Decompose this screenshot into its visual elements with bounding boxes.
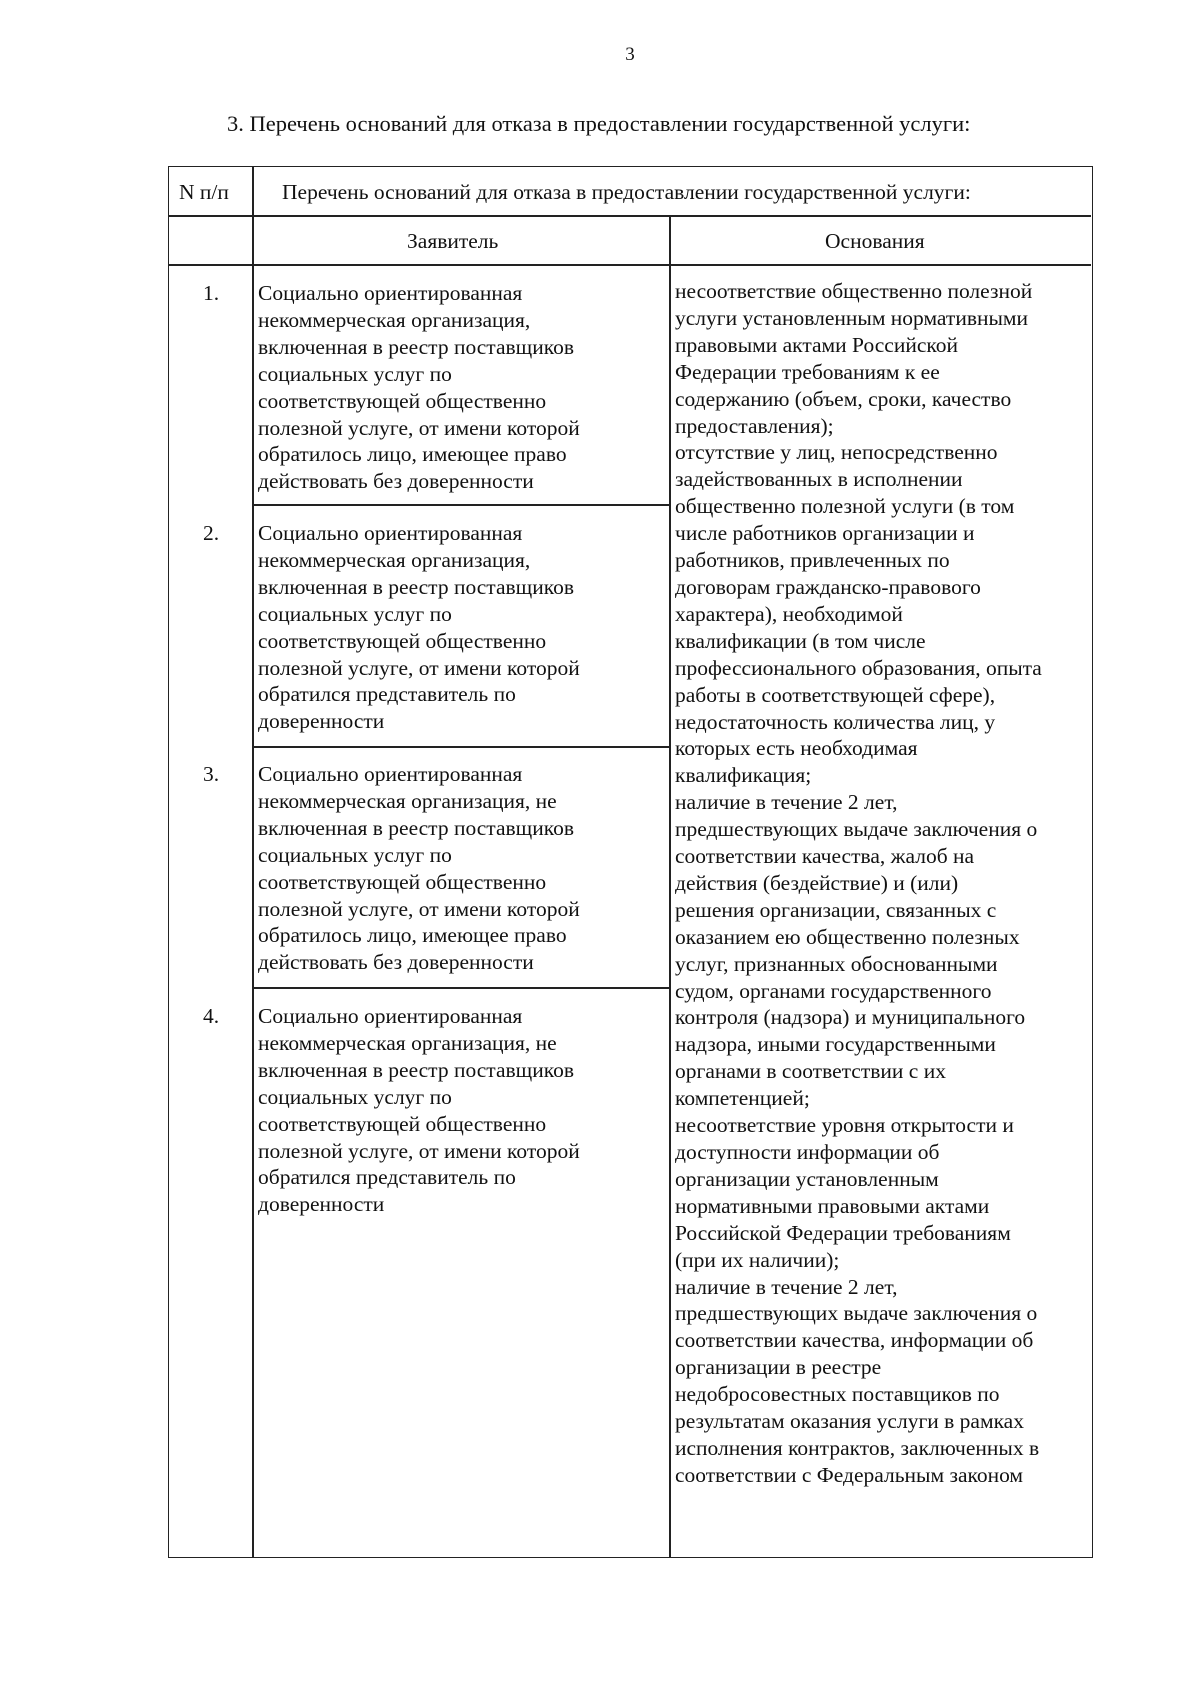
refusal-grounds-table (168, 166, 1093, 1558)
row-number: 3. (202, 762, 220, 786)
number-column-divider (252, 167, 254, 1557)
subheader-divider (169, 264, 1091, 266)
row-number: 2. (202, 521, 220, 545)
row-number: 4. (202, 1004, 220, 1028)
page-number: 3 (625, 44, 635, 65)
header-number: N п/п (179, 180, 229, 204)
applicant-cell: Социально ориентированная некоммерческая организация, не включенная в реестр поставщиков социальных услуг по соответствующей общественно полезной услуге, от имени которой обратился представитель по доверенности (258, 1004, 580, 1217)
header-grounds: Основания (825, 229, 925, 253)
row-divider-3-4 (253, 987, 669, 989)
applicant-cell: Социально ориентированная некоммерческая организация, не включенная в реестр поставщиков социальных услуг по соответствующей общественно полезной услуге, от имени которой обратилось лицо, имеющее право действовать без доверенности (258, 762, 580, 975)
header-divider (169, 215, 1091, 217)
grounds-column-divider (669, 215, 671, 1557)
row-number: 1. (202, 281, 220, 305)
row-divider-2-3 (253, 746, 669, 748)
section-title: 3. Перечень оснований для отказа в предоставлении государственной услуги: (227, 111, 971, 136)
header-applicant: Заявитель (407, 229, 499, 253)
header-main: Перечень оснований для отказа в предоставлении государственной услуги: (282, 180, 971, 204)
applicant-cell: Социально ориентированная некоммерческая организация, включенная в реестр поставщиков социальных услуг по соответствующей общественно полезной услуге, от имени которой обратилось лицо, имеющее право действовать без доверенности (258, 281, 580, 494)
grounds-cell: несоответствие общественно полезной услуги установленным нормативными правовыми актами Российской Федерации требованиям к ее содержанию (объем, сроки, качество предоставления); отсутствие у лиц, непосредственно задействованных в исполнении общественно полезной услуги (в том числе работников организации и работников, привлеченных по договорам гражданско-правового характера), необходимой квалификации (в том числе профессионального образования, опыта работы в соответствующей сфере), недостаточность количества лиц, у которых есть необходимая квалификация; наличие в течение 2 лет, предшествующих выдаче заключения о соответствии качества, жалоб на действия (бездействие) и (или) решения организации, связанных с оказанием ею общественно полезных услуг, признанных обоснованными судом, органами государственного контроля (надзора) и муниципального надзора, иными государственными органами в соответствии с их компетенцией; несоответствие уровня открытости и доступности информации об организации установленным нормативными правовыми актами Российской Федерации требованиям (при их наличии); наличие в течение 2 лет, предшествующих выдаче заключения о соответствии качества, информации об организации в реестре недобросовестных поставщиков по результатам оказания услуги в рамках исполнения контрактов, заключенных в соответствии с Федеральным законом (675, 279, 1042, 1487)
row-divider-1-2 (253, 504, 669, 506)
applicant-cell: Социально ориентированная некоммерческая организация, включенная в реестр поставщиков социальных услуг по соответствующей общественно полезной услуге, от имени которой обратился представитель по доверенности (258, 521, 580, 734)
